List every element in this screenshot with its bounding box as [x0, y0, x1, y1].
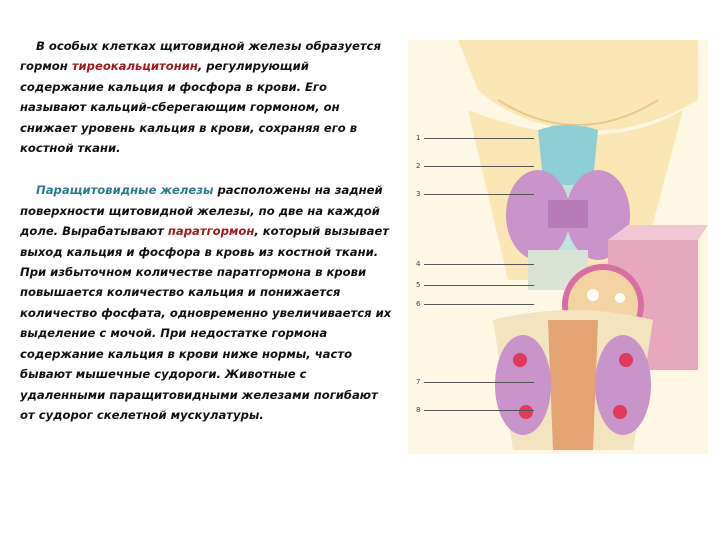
figure-label-7: 7	[416, 378, 421, 386]
term-parathyroid-glands: Паращитовидные железы	[36, 183, 214, 198]
term-parathormone: паратгормон	[167, 224, 255, 239]
posterior-lobe-right	[595, 335, 651, 435]
paragraph-calcitonin	[20, 36, 392, 158]
figure-label-2: 2	[416, 162, 421, 170]
term-thyrocalcitonin: тиреокальцитонин	[71, 59, 198, 74]
figure-label-4: 4	[416, 260, 421, 268]
thyroid-anatomy-figure	[398, 40, 708, 454]
parathyroid-gland-3	[619, 353, 633, 367]
figure-label-6: 6	[416, 300, 421, 308]
figure-label-1: 1	[416, 134, 421, 142]
esophagus-muscle	[548, 320, 598, 450]
paragraph-parathyroid	[20, 180, 392, 425]
posterior-lobe-left	[495, 335, 551, 435]
paragraph-2-text-b: , который вызывает выход кальция и фосфора в кровь из костной ткани. При избыточном количестве паратгормона в крови повышается количество кальция и понижается количество фосфата, одновременно увеличивается их выделение с мочой. При недостатке гормона содержание кальция в крови ниже нормы, часто бывают мышечные судороги. Животные с удаленными паращитовидными железами погибают от судорог скелетной мускулатуры.	[20, 224, 392, 422]
figure-label-8: 8	[416, 406, 421, 414]
figure-label-5: 5	[416, 281, 421, 289]
figure-labels	[398, 40, 478, 454]
follicle-cell-3	[615, 293, 625, 303]
parathyroid-gland-2	[519, 405, 533, 419]
follicle-cell-1	[587, 289, 599, 301]
paragraph-1-text-b: , регулирующий содержание кальция и фосфора в крови. Его называют кальций-сберегающим гормоном, он снижает уровень кальция в крови, сохраняя его в костной ткани.	[20, 59, 358, 156]
figure-label-3: 3	[416, 190, 421, 198]
paragraph-2-text-a: расположены на задней поверхности щитовидной железы, по две на каждой доле. Вырабатывают	[20, 183, 383, 239]
thyroid-isthmus	[548, 200, 588, 228]
parathyroid-gland-1	[513, 353, 527, 367]
paragraph-1-text-a: В особых клетках щитовидной железы образуется гормон	[20, 39, 381, 74]
text-block	[20, 36, 392, 425]
parathyroid-gland-4	[613, 405, 627, 419]
